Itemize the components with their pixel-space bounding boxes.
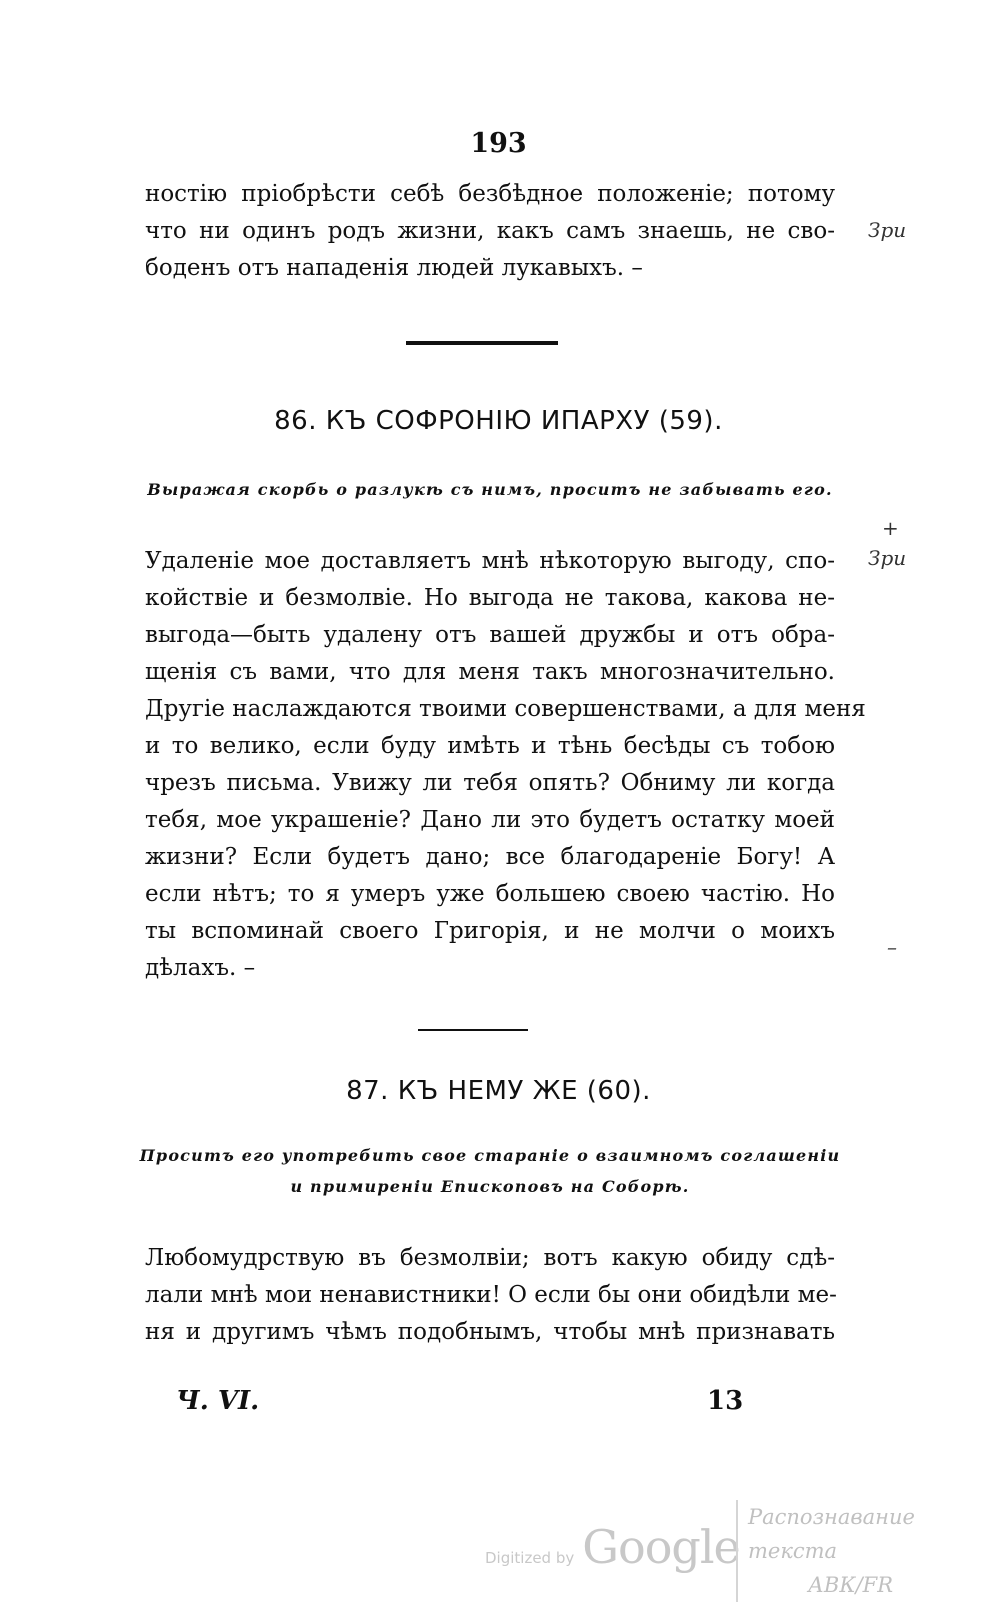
- summary-line: Проситъ его употребить свое стараніе о взаимномъ соглашеніи: [139, 1146, 841, 1165]
- text-line: жизни? Если будетъ дано; все благодареніе Богу! А: [145, 844, 835, 870]
- letter-86-heading: 86. КЪ СОФРОНІЮ ИПАРХУ (59).: [274, 406, 723, 436]
- text-line: и то велико, если буду имѣть и тѣнь бесѣды съ тобою: [145, 733, 835, 759]
- text-line: Любомудрствую въ безмолвіи; вотъ какую обиду сдѣ-: [145, 1245, 835, 1271]
- letter-87-heading: 87. КЪ НЕМУ ЖЕ (60).: [346, 1076, 651, 1106]
- text-line: дѣлахъ. –: [145, 955, 256, 981]
- page-number: 193: [470, 128, 527, 159]
- stamp-line: АВК/FR: [808, 1573, 894, 1597]
- google-logo: Google: [582, 1520, 740, 1574]
- text-line: Другіе наслаждаются твоими совершенствами, а для меня: [145, 696, 866, 722]
- text-line: Удаленіе мое доставляетъ мнѣ нѣкоторую выгоду, спо-: [145, 548, 835, 574]
- section-divider-thin: [418, 1029, 528, 1031]
- text-line: чрезъ письма. Увижу ли тебя опять? Обниму ли когда: [145, 770, 835, 796]
- text-line: койствіе и безмолвіе. Но выгода не такова, какова не-: [145, 585, 835, 611]
- text-line: ностію пріобрѣсти себѣ безбѣдное положеніе; потому: [145, 181, 835, 207]
- summary-line: и примиреніи Епископовъ на Соборѣ.: [290, 1177, 690, 1196]
- text-line: тебя, мое украшеніе? Дано ли это будетъ остатку моей: [145, 807, 835, 833]
- margin-note: +: [882, 516, 899, 540]
- text-line: щенія съ вами, что для меня такъ многозначительно.: [145, 659, 835, 685]
- text-line: ты вспоминай своего Григорія, и не молчи о моихъ: [145, 918, 835, 944]
- letter-87-body: [145, 1240, 835, 1351]
- footer-signature: Ч. VI.: [176, 1386, 260, 1416]
- letter-86-summary: Выражая скорбь о разлукѣ съ нимъ, проситъ не забывать его.: [147, 480, 833, 499]
- text-line: лали мнѣ мои ненавистники! О если бы они обидѣли ме-: [145, 1282, 837, 1308]
- stamp-line: Распознавание текста: [748, 1505, 915, 1563]
- margin-note: –: [887, 935, 897, 959]
- text-line: если нѣтъ; то я умеръ уже большею своею частію. Но: [145, 881, 835, 907]
- margin-note: Зри: [868, 218, 907, 242]
- footer-sheet-number: 13: [707, 1386, 744, 1416]
- text-line: что ни одинъ родъ жизни, какъ самъ знаешь, не сво-: [145, 218, 835, 244]
- letter-87-summary: [130, 1140, 850, 1202]
- digitized-label: Digitized by: [485, 1549, 575, 1567]
- margin-note: Зри: [868, 546, 907, 570]
- text-line: боденъ отъ нападенія людей лукавыхъ. –: [145, 255, 643, 281]
- text-line: выгода—быть удалену отъ вашей дружбы и отъ обра-: [145, 622, 835, 648]
- google-watermark: [485, 1520, 740, 1574]
- text-line: ня и другимъ чѣмъ подобнымъ, чтобы мнѣ признавать: [145, 1319, 835, 1345]
- continuation-text: [145, 176, 835, 287]
- letter-86-body: [145, 543, 866, 987]
- recognition-stamp: [736, 1500, 997, 1602]
- section-divider-thick: [406, 341, 558, 345]
